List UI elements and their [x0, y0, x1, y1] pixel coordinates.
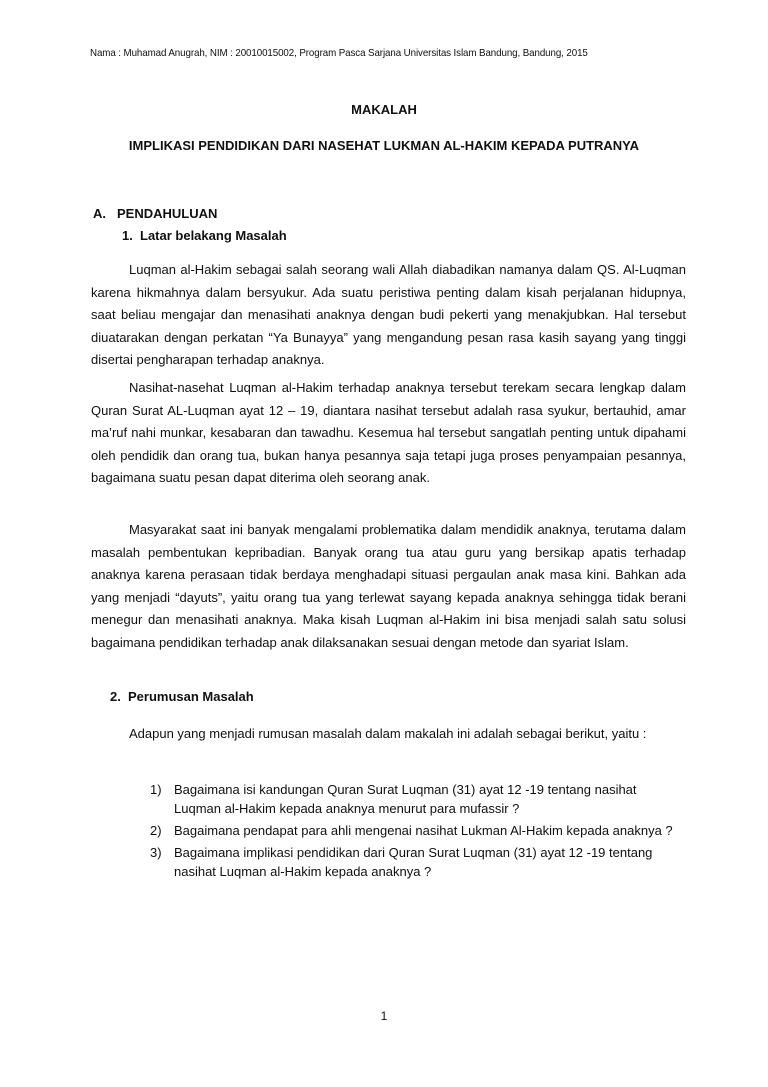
document-subtitle: IMPLIKASI PENDIDIKAN DARI NASEHAT LUKMAN AL-HAKIM KEPADA PUTRANYA — [128, 138, 640, 153]
list-marker: 2) — [150, 823, 162, 838]
list-item — [150, 821, 680, 840]
list-item-text: Bagaimana isi kandungan Quran Surat Luqman (31) ayat 12 -19 tentang nasihat Luqman al-Hakim kepada anaknya menurut para mufassir ? — [174, 782, 637, 816]
intro-paragraph: Adapun yang menjadi rumusan masalah dalam makalah ini adalah sebagai berikut, yaitu : — [129, 726, 647, 741]
subsection-label: Latar belakang Masalah — [140, 228, 287, 243]
paragraph-3: Masyarakat saat ini banyak mengalami problematika dalam mendidik anaknya, terutama dalam masalah pembentukan kepribadian. Banyak orang tua atau guru yang bersikap apatis terhadap anaknya karena perasaan tidak berdaya menghadapi situasi pergaulan anak masa kini. Bahkan ada yang menjadi “dayuts”, yaitu orang tua yang terlewat sayang kepada anaknya sehingga tidak berani menegur dan menasihati anaknya. Maka kisah Luqman al-Hakim ini bisa menjadi salah satu solusi bagaimana pendidikan terhadap anak dilaksanakan sesuai dengan metode dan syariat Islam. — [91, 522, 686, 650]
list-marker: 1) — [150, 782, 162, 797]
list-item-text: Bagaimana implikasi pendidikan dari Quran Surat Luqman (31) ayat 12 -19 tentang nasihat Luqman al-Hakim kepada anaknya ? — [174, 845, 653, 879]
list-item-text: Bagaimana pendapat para ahli mengenai nasihat Lukman Al-Hakim kepada anaknya ? — [174, 823, 673, 838]
subsection-heading-1 — [122, 228, 287, 243]
list-item — [150, 780, 680, 818]
subsection-number: 1. — [122, 228, 133, 243]
paragraph-1: Luqman al-Hakim sebagai salah seorang wali Allah diabadikan namanya dalam QS. Al-Luqman karena hikmahnya dalam bersyukur. Ada suatu peristiwa penting dalam kisah perjalanan hidupnya, saat beliau mengajar dan menasihati anaknya dengan budi pekerti yang menakjubkan. Hal tersebut diuatarakan dengan perkatan “Ya Bunayya” yang mengandung pesan rasa kasih sayang yang tinggi disertai pengharapan terhadap anaknya. — [91, 262, 686, 368]
page-header: Nama : Muhamad Anugrah, NIM : 20010015002, Program Pasca Sarjana Universitas Islam Bandung, Bandung, 2015 — [90, 47, 588, 59]
paragraph-2: Nasihat-nasehat Luqman al-Hakim terhadap anaknya tersebut terekam secara lengkap dalam Quran Surat AL-Luqman ayat 12 – 19, diantara nasihat tersebut adalah rasa syukur, bertauhid, amar ma’ruf nahi munkar, kesabaran dan tawadhu. Kesemua hal tersebut sangatlah penting untuk dipahami oleh pendidik dan orang tua, bukan hanya pesannya saja tetapi juga proses penyampaian pesannya, bagaimana suatu pesan dapat diterima oleh seorang anak. — [91, 380, 686, 486]
subsection-number: 2. — [110, 689, 121, 704]
subsection-label: Perumusan Masalah — [128, 689, 254, 704]
section-heading-a — [93, 206, 217, 221]
section-label: PENDAHULUAN — [117, 206, 218, 221]
page-number: 1 — [380, 1009, 388, 1023]
list-marker: 3) — [150, 845, 162, 860]
list-item — [150, 843, 680, 881]
document-title: MAKALAH — [351, 102, 417, 117]
subsection-heading-2 — [110, 689, 254, 704]
section-letter: A. — [93, 206, 106, 221]
question-list — [150, 780, 680, 884]
